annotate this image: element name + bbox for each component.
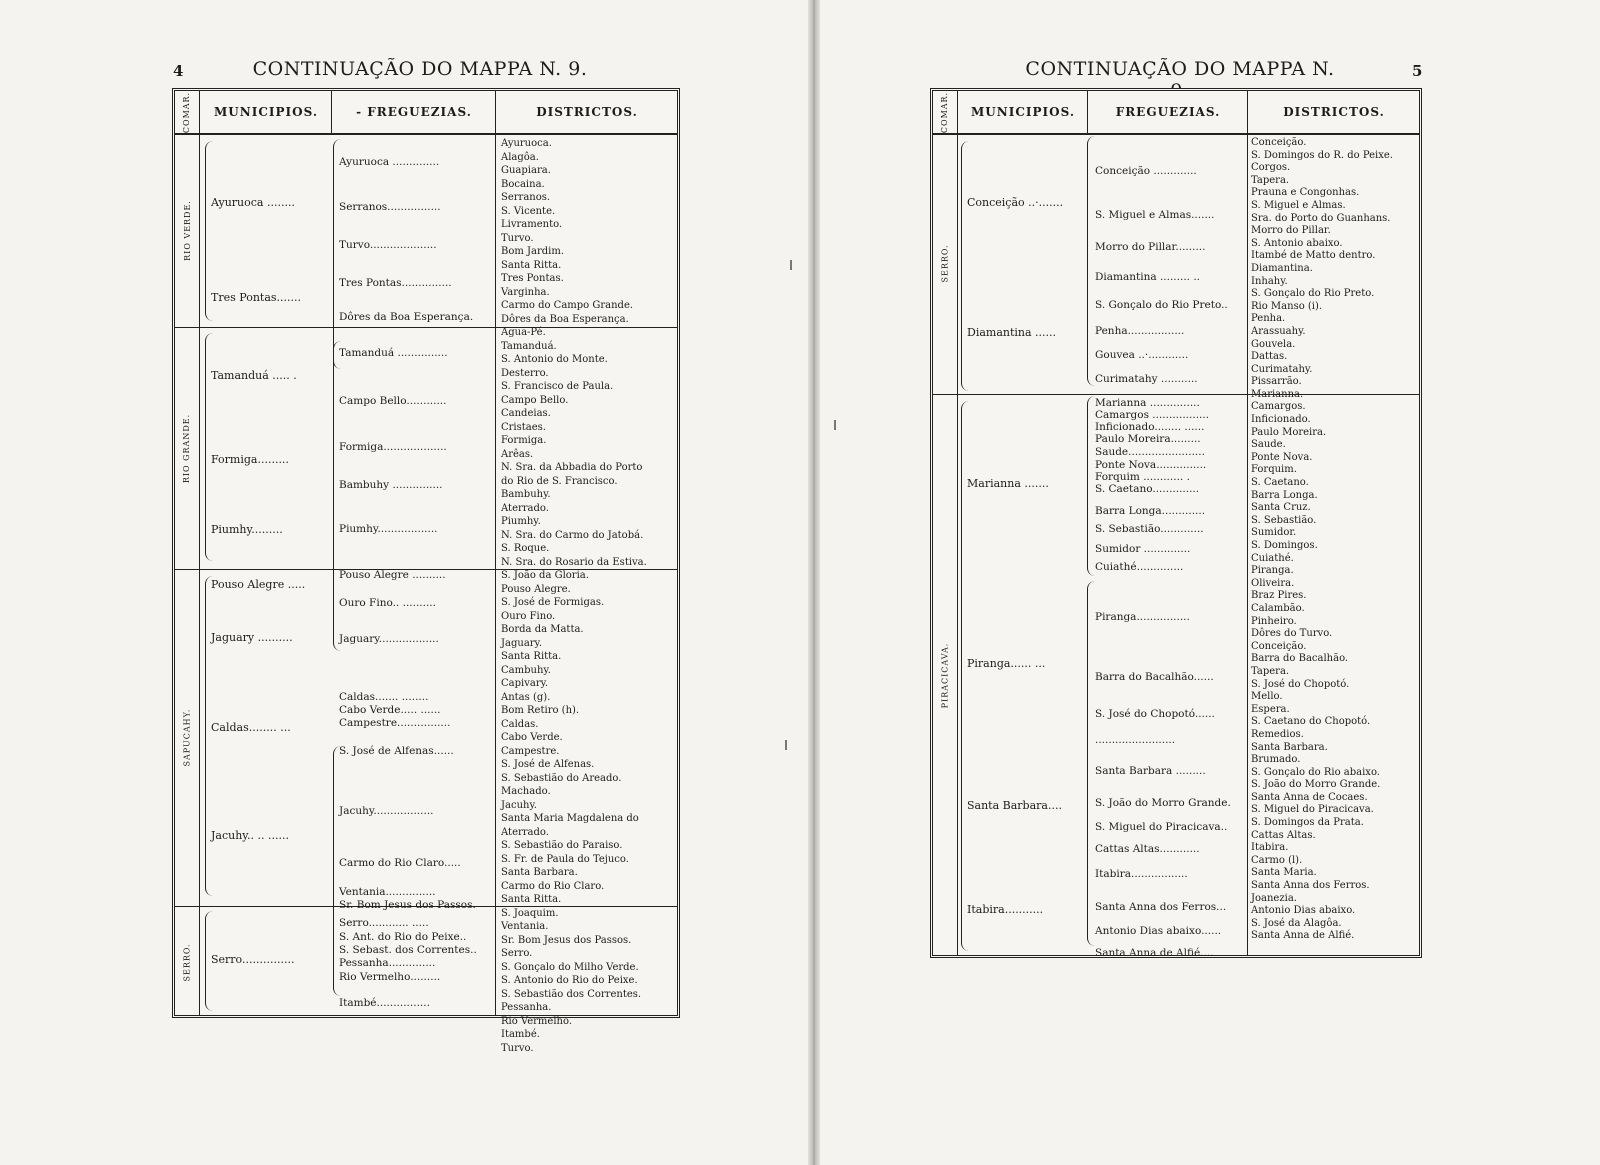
district-entry: Dôres do Turvo. [1251, 628, 1333, 640]
municipio: Jacuhy.. .. ...... [211, 829, 290, 842]
municipio: Marianna ....... [967, 477, 1049, 490]
district-entry: S. Sebastião do Paraiso. [501, 840, 623, 851]
header-comarca: COMAR. [182, 91, 192, 133]
district-entry: Santa Ritta. [501, 894, 562, 905]
district-entry: Candeias. [501, 408, 551, 419]
municipio: Tres Pontas....... [211, 291, 302, 304]
district-entry: Sumidor. [1251, 527, 1297, 539]
district-entry: Sra. do Porto do Guanhans. [1251, 212, 1391, 224]
book-gutter [808, 0, 820, 1165]
freguezia: ........................ [1095, 734, 1176, 746]
freguezia: S. José do Chopotó...... [1095, 708, 1215, 720]
district-entry: Machado. [501, 786, 551, 797]
district-entry: Turvo. [501, 232, 534, 244]
district-entry: Carmo do Rio Claro. [501, 880, 605, 892]
district-entry: S. Joaquim. [501, 907, 559, 919]
freguezia: S. Sebastião............. [1095, 523, 1204, 535]
freguezia: Ayuruoca .............. [339, 156, 440, 168]
header-freguezias: FREGUEZIAS. [1115, 105, 1221, 119]
freguezia: Cabo Verde..... ...... [339, 704, 441, 716]
district-entry: Serro. [501, 948, 533, 959]
district-entry: S. Sebastião dos Correntes. [501, 988, 642, 1000]
district-entry: Prauna e Congonhas. [1251, 187, 1360, 199]
district-entry: Ventania. [501, 921, 549, 932]
district-entry: Cabo Verde. [501, 732, 563, 743]
comarca-sapucahy: SAPUCAHY. [182, 708, 192, 767]
freguezia: Pouso Alegre .......... [339, 569, 446, 581]
freguezia: Conceição ............. [1095, 165, 1197, 177]
district-entry: Itambé. [501, 1029, 540, 1040]
district-entry: Joanezia. [1251, 892, 1297, 904]
freguezia: Carmo do Rio Claro..... [339, 857, 461, 869]
freguezia: S. José de Alfenas...... [339, 745, 454, 757]
left-table [172, 88, 680, 1054]
district-entry: Piumhy. [501, 516, 541, 527]
comarca-rio-verde: RIO VERDE. [182, 199, 192, 261]
district-entry: Campo Bello. [501, 394, 569, 406]
district-entry: S. Francisco de Paula. [501, 381, 614, 392]
freguezia: S. Miguel e Almas....... [1095, 209, 1215, 221]
freguezia: Diamantina ......... .. [1095, 271, 1201, 283]
freguezia: Barra do Bacalhão...... [1095, 671, 1214, 683]
district-entry: Formiga. [501, 435, 547, 446]
freguezia: Campestre................ [339, 717, 451, 729]
district-entry: S. Caetano. [1251, 477, 1309, 489]
district-entry: Bom Jardim. [501, 246, 565, 257]
district-entry: Barra Longa. [1251, 489, 1318, 501]
district-entry: Calambão. [1251, 602, 1305, 614]
comarca-serro: SERRO. [940, 244, 950, 283]
district-entry: do Rio de S. Francisco. [501, 475, 618, 487]
freguezia: Campo Bello............ [339, 395, 447, 407]
freguezia: Piranga................ [1095, 611, 1190, 623]
header-districtos: DISTRICTOS. [1283, 105, 1385, 119]
district-entry: Corgos. [1251, 162, 1291, 174]
page-number: 5 [1412, 62, 1423, 80]
district-entry: N. Sra. da Abbadia do Porto [501, 462, 643, 473]
district-entry: Cambuhy. [501, 664, 551, 676]
page-title: CONTINUAÇÃO DO MAPPA N. [1025, 58, 1335, 80]
district-entry: S. João do Morro Grande. [1251, 779, 1381, 791]
freguezia: Cattas Altas............ [1095, 843, 1200, 855]
freguezia: Tamanduá ............... [339, 347, 448, 359]
district-entry: Santa Anna de Alfié. [1251, 930, 1355, 942]
district-entry: Itabira. [1251, 842, 1289, 854]
header-municipios: MUNICIPIOS. [971, 105, 1075, 119]
table-header [933, 91, 1419, 135]
municipio: Piranga...... ... [967, 657, 1046, 670]
district-entry: Mello. [1251, 691, 1283, 703]
district-entry: Inficionado. [1251, 414, 1311, 426]
freguezia: Itambé................ [339, 997, 430, 1009]
header-freguezias: - FREGUEZIAS. [356, 105, 472, 119]
district-entry: S. Miguel e Almas. [1251, 199, 1346, 211]
district-entry: Morro do Pillar. [1251, 225, 1331, 237]
district-entry: Santa Maria Magdalena do [501, 813, 639, 824]
district-entry: Turvo. [501, 1042, 534, 1054]
freguezia: Bambuhy ............... [339, 479, 443, 491]
district-entry: Santa Barbara. [1251, 741, 1328, 753]
freguezia: Barra Longa............. [1095, 505, 1206, 517]
district-entry: Curimatahy. [1251, 363, 1313, 375]
district-entry: Santa Ritta. [501, 259, 562, 271]
district-entry: S. Gonçalo do Rio abaixo. [1251, 766, 1380, 778]
district-entry: Aterrado. [501, 826, 549, 838]
freguezia: S. Gonçalo do Rio Preto.. [1095, 299, 1228, 311]
district-entry: Capivary. [501, 678, 549, 689]
table-header [175, 91, 677, 135]
district-entry: S. José de Formigas. [501, 597, 605, 608]
freguezia: Santa Barbara ......... [1095, 765, 1206, 777]
district-entry: Carmo (l). [1251, 854, 1303, 866]
municipio: Piumhy......... [211, 523, 283, 536]
district-entry: S. João da Gloria. [501, 570, 589, 581]
district-entry: Santa Anna de Cocaes. [1251, 791, 1368, 803]
page-title: CONTINUAÇÃO DO MAPPA N. 9. [252, 58, 588, 80]
freguezia: Ponte Nova............... [1095, 459, 1207, 471]
freguezia: Marianna ............... [1095, 397, 1200, 409]
freguezia: Ouro Fino.. .......... [339, 597, 436, 609]
freguezia: Camargos ................. [1095, 409, 1210, 421]
freguezia: Paulo Moreira......... [1095, 433, 1201, 445]
district-entry: Marianna. [1251, 388, 1304, 400]
municipio: Caldas........ ... [211, 721, 291, 734]
freguezia: Serranos................ [339, 201, 441, 213]
district-entry: S. Domingos da Prata. [1251, 817, 1364, 829]
district-entry: Remedios. [1251, 728, 1304, 740]
district-entry: Ouro Fino. [501, 610, 556, 622]
district-entry: S. Gonçalo do Rio Preto. [1251, 288, 1375, 300]
district-entry: Santa Barbara. [501, 867, 578, 878]
freguezia: Sumidor .............. [1095, 543, 1191, 555]
district-entry: Arêas. [501, 448, 534, 460]
district-entry: Livramento. [501, 219, 563, 230]
district-entry: Tapera. [1251, 174, 1290, 186]
district-entry: Santa Anna dos Ferros. [1251, 880, 1370, 892]
district-entry: Jaguary. [501, 637, 543, 649]
freguezia: Jacuhy.................. [339, 805, 434, 817]
comarca-rio-grande: RIO GRANDE. [182, 413, 192, 483]
municipio: Formiga......... [211, 453, 289, 466]
district-entry: S. Gonçalo do Milho Verde. [501, 961, 639, 973]
district-entry: Carmo do Campo Grande. [501, 300, 634, 311]
freguezia: Gouvea ..·............ [1095, 349, 1189, 361]
freguezia: Dôres da Boa Esperança. [339, 311, 474, 323]
district-entry: S. Roque. [501, 543, 550, 554]
right-table [930, 88, 1422, 958]
municipio: Santa Barbara.... [967, 799, 1062, 812]
district-entry: S. Fr. de Paula do Tejuco. [501, 853, 629, 865]
districtos-column [501, 137, 647, 1055]
freguezia: Cuiathé.............. [1095, 561, 1184, 573]
district-entry: Brumado. [1251, 754, 1301, 766]
district-entry: S. José da Alagôa. [1251, 917, 1342, 929]
municipio: Jaguary .......... [211, 631, 293, 644]
district-entry: Inhahy. [1251, 275, 1288, 287]
district-entry: Cattas Altas. [1251, 829, 1316, 841]
freguezia: Itabira................. [1095, 868, 1188, 880]
district-entry: Braz Pires. [1251, 590, 1307, 602]
freguezia: Penha................. [1095, 325, 1185, 337]
district-entry: S. Miguel do Piracicava. [1251, 804, 1374, 816]
freguezia: Turvo.................... [339, 239, 437, 251]
freguezia: Santa Anna dos Ferros... [1095, 901, 1227, 913]
district-entry: Pessanha. [501, 1002, 552, 1013]
district-entry: Sr. Bom Jesus dos Passos. [501, 934, 632, 946]
district-entry: Penha. [1251, 313, 1286, 325]
freguezia: Tres Pontas............... [339, 277, 452, 289]
district-entry: Paulo Moreira. [1251, 426, 1327, 438]
district-entry: S. Antonio do Monte. [501, 354, 608, 365]
municipio: Conceição ..·....... [967, 196, 1064, 209]
comarca-piracicava: PIRACICAVA. [940, 642, 950, 708]
district-entry: S. Sebastião. [1251, 514, 1317, 526]
freguezia: Pessanha.............. [339, 957, 436, 969]
district-entry: Agua-Pé. [501, 327, 546, 338]
district-entry: S. José do Chopotó. [1251, 678, 1350, 690]
district-entry: S. Antonio abaixo. [1251, 237, 1343, 249]
freguezia: S. João do Morro Grande. [1095, 797, 1231, 809]
district-entry: Conceição. [1251, 137, 1307, 148]
district-entry: Tamanduá. [501, 340, 557, 352]
page-number: 4 [173, 62, 184, 80]
district-entry: S. Antonio do Rio do Peixe. [501, 975, 638, 986]
district-entry: Santa Ritta. [501, 651, 562, 662]
district-entry: Aterrado. [501, 502, 549, 514]
district-entry: Ayuruoca. [501, 138, 552, 149]
district-entry: Oliveira. [1251, 577, 1295, 589]
district-entry: Jacuhy. [501, 799, 537, 811]
district-entry: Tapera. [1251, 665, 1290, 677]
district-entry: Cuiathé. [1251, 552, 1294, 564]
header-comarca: COMAR. [940, 91, 950, 133]
district-entry: Caldas. [501, 718, 539, 730]
freguezia: Forquim ............ . [1095, 471, 1190, 483]
comarca-serro: SERRO. [182, 943, 192, 981]
municipio: Ayuruoca ........ [211, 196, 295, 209]
freguezia: Rio Vermelho......... [339, 971, 441, 983]
freguezia: S. Sebast. dos Correntes.. [339, 944, 477, 956]
district-entry: Borda da Matta. [501, 624, 584, 635]
freguezia: Inficionado........ ...... [1095, 421, 1205, 433]
district-entry: Desterro. [501, 367, 549, 379]
district-entry: Antas (g). [501, 691, 551, 703]
district-entry: S. Caetano do Chopotó. [1251, 716, 1371, 728]
district-entry: N. Sra. do Carmo do Jatobá. [501, 529, 644, 541]
district-entry: Itambé de Matto dentro. [1251, 250, 1376, 262]
district-entry: Santa Maria. [1251, 867, 1317, 879]
municipio: Diamantina ...... [967, 326, 1057, 339]
district-entry: S. Sebastião do Areado. [501, 772, 622, 784]
freguezia: S. Caetano.............. [1095, 483, 1200, 495]
district-entry: Rio Manso (i). [1251, 300, 1323, 312]
freguezia: Antonio Dias abaixo...... [1095, 925, 1222, 937]
district-entry: Gouvela. [1251, 338, 1296, 350]
district-entry: Campestre. [501, 745, 560, 757]
district-entry: Dattas. [1251, 351, 1288, 363]
district-entry: Arassuahy. [1251, 325, 1306, 337]
municipio: Pouso Alegre ..... [211, 578, 306, 591]
municipio: Serro............... [211, 953, 295, 966]
freguezia: Caldas....... ........ [339, 691, 429, 703]
freguezia: Sr. Bom Jesus dos Passos. [339, 899, 476, 911]
district-entry: S. Domingos. [1251, 540, 1318, 551]
header-districtos: DISTRICTOS. [536, 105, 638, 119]
freguezia: Formiga................... [339, 441, 447, 453]
district-entry: Varginha. [501, 286, 550, 298]
district-entry: Forquim. [1251, 464, 1297, 476]
freguezia: Piumhy.................. [339, 523, 438, 535]
district-entry: Piranga. [1251, 565, 1294, 577]
freguezia: Morro do Pillar......... [1095, 241, 1206, 253]
district-entry: S. José de Alfenas. [501, 759, 595, 770]
district-entry: N. Sra. do Rosario da Estiva. [501, 556, 647, 568]
district-entry: Bom Retiro (h). [501, 705, 580, 716]
district-entry: Camargos. [1251, 401, 1306, 413]
freguezia: Santa Anna de Alfié.... [1095, 947, 1214, 959]
district-entry: Espera. [1251, 703, 1290, 715]
header-municipios: MUNICIPIOS. [214, 105, 318, 119]
district-entry: Barra do Bacalhão. [1251, 653, 1349, 665]
district-entry: Saude. [1251, 439, 1286, 451]
district-entry: Ponte Nova. [1251, 451, 1313, 463]
district-entry: Tres Pontas. [501, 273, 564, 284]
district-entry: Antonio Dias abaixo. [1251, 905, 1356, 917]
freguezia: Ventania............... [339, 886, 436, 898]
district-entry: Alagôa. [501, 151, 539, 163]
freguezia: Curimatahy ........... [1095, 373, 1198, 385]
district-entry: Pissarrão. [1251, 376, 1302, 388]
district-entry: Cristaes. [501, 421, 546, 433]
district-entry: Bocaina. [501, 178, 545, 190]
district-entry: Pinheiro. [1251, 615, 1297, 627]
district-entry: S. Vicente. [501, 205, 556, 217]
freguezia: S. Ant. do Rio do Peixe.. [339, 931, 467, 943]
district-entry: Santa Cruz. [1251, 502, 1311, 514]
freguezia: Saude....................... [1095, 446, 1205, 458]
district-entry: Rio Vermelho. [501, 1015, 572, 1027]
district-entry: Serranos. [501, 192, 551, 203]
district-entry: Diamantina. [1251, 262, 1313, 274]
freguezia: S. Miguel do Piracicava.. [1095, 821, 1228, 833]
district-entry: Bambuhy. [501, 489, 551, 500]
district-entry: Pouso Alegre. [501, 583, 571, 595]
municipio: Itabira........... [967, 903, 1044, 916]
municipio: Tamanduá ..... . [211, 369, 297, 382]
district-entry: S. Domingos do R. do Peixe. [1251, 149, 1393, 161]
freguezia: Serro............ ..... [339, 917, 429, 929]
districtos-column [1251, 137, 1393, 943]
freguezia: Jaguary.................. [339, 633, 439, 645]
district-entry: Guapiara. [501, 165, 551, 176]
district-entry: Dôres da Boa Esperança. [501, 313, 629, 325]
district-entry: Conceição. [1251, 640, 1307, 652]
